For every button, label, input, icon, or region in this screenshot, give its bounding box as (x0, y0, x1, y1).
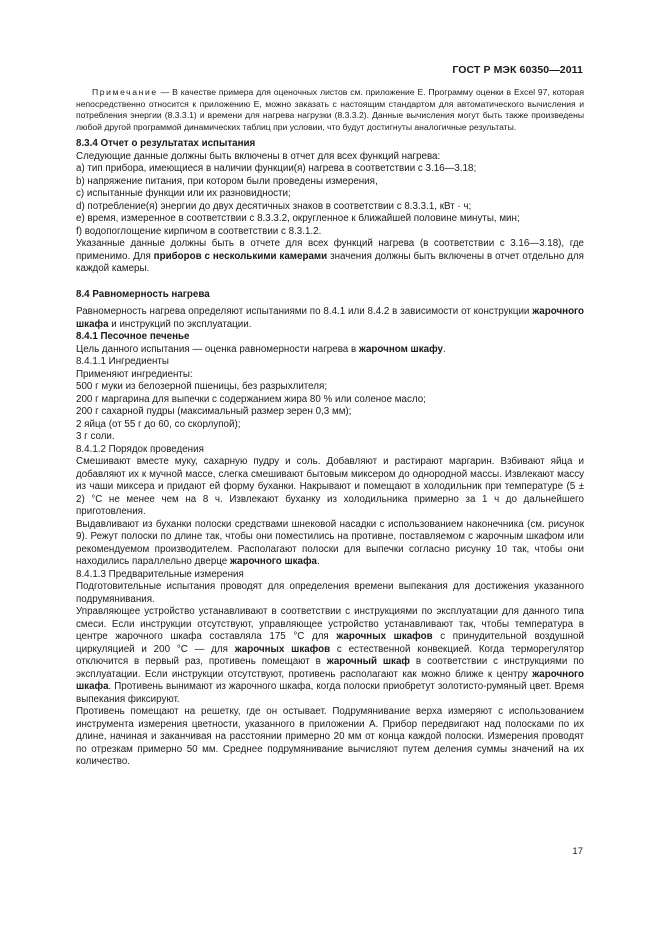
control-paragraph (76, 606, 584, 706)
control-text: с естественной конвекцией. Когда терморегулятор отключится в первый раз, противень помещают в (76, 643, 584, 667)
heading-8-4-1-2: 8.4.1.2 Порядок проведения (76, 443, 204, 455)
heading-8-4-1-1: 8.4.1.1 Ингредиенты (76, 356, 169, 367)
report-item-f: f) водопоглощение кирпичом в соответствии с 8.3.1.2. (76, 225, 322, 237)
report-item-b: b) напряжение питания, при котором были проведены измерения, (76, 175, 378, 187)
test-goal-text-a: Цель данного испытания — оценка равномерности нагрева в (76, 343, 359, 355)
report-outro (76, 238, 584, 276)
report-intro: Следующие данные должны быть включены в отчет для всех функций нагрева: (76, 150, 441, 162)
control-bold: жарочный шкаф (326, 656, 410, 667)
control-bold: жарочных шкафов (234, 643, 331, 655)
pressing-paragraph (76, 519, 584, 569)
control-bold: жарочных шкафов (336, 631, 433, 642)
control-text: в соответствии с инструкциями по эксплуатации. Если инструкции отсутствуют, противень располагают как можно ближе к центру (76, 656, 584, 680)
control-text: Управляющее устройство устанавливают в соответствии с инструкциями по эксплуатации для данного типа смеси. Если инструкции отсутствуют, управляющее устройство устанавливают так, чтобы температура в центре жарочного шкафа составляла 175 °С для (76, 606, 584, 642)
preliminary-paragraph: Подготовительные испытания проводят для определения времени выпекания для достижения указанного подрумянивания. (76, 581, 584, 605)
measurement-paragraph: Противень помещают на решетку, где он остывает. Подрумянивание верха измеряют с использованием инструмента измерения цветности, указанного в приложении А. Прибор передвигают над полосками по их длине, начиная и заканчивая на расстоянии примерно 20 мм от конца каждой полоски. Измерения проводят по отрезкам примерно 50 мм. Среднее подрумянивание вычисляют путем деления суммы значений на их количество. (76, 706, 584, 767)
test-goal (76, 344, 584, 357)
uniformity-text-b: и инструкций по эксплуатации. (108, 318, 252, 330)
mixing-paragraph: Смешивают вместе муку, сахарную пудру и соль. Добавляют и растирают маргарин. Взбивают яйца и добавляют их к мучной массе, слегка смешивают бытовым миксером до однородной массы. Извлекают массу из чаши миксера и придают ей форму буханки. Накрывают и помещают в холодильник при температуре (5 ± 2) °С не менее чем на 8 ч. Извлекают буханку из холодильника примерно за 1 ч до дальнейшего приготовления. (76, 456, 584, 517)
heading-8-4: 8.4 Равномерность нагрева (76, 288, 210, 300)
report-item-e: e) время, измеренное в соответствии с 8.3.3.2, округленное к ближайшей половине минуты, мин; (76, 213, 520, 224)
heading-8-4-1: 8.4.1 Песочное печенье (76, 331, 190, 342)
report-outro-text-a: Указанные данные должны быть в отчете для всех функций нагрева (в соответствии с 3.16—3.18), где применимо. Для (76, 238, 584, 262)
pressing-text-a: Выдавливают из буханки полоски средствами шнековой насадки с использованием наконечника (см. рисунок 9). Режут полоски по длине так, чтобы они поместились на противне, поставляемом с жарочным шкафом или рекомендуемом производителем. Располагают полоски для выпечки согласно рисунку 10 так, чтобы они находились параллельно дверце (76, 518, 584, 567)
test-goal-bold: жарочном шкафу (358, 343, 443, 355)
test-goal-text-b: . (442, 343, 446, 355)
ingredient-item: 200 г маргарина для выпечки с содержанием жира 80 % или соленое масло; (76, 393, 426, 405)
uniformity-paragraph (76, 306, 584, 331)
standard-code: ГОСТ Р МЭК 60350—2011 (452, 64, 583, 76)
ingredients-intro: Применяют ингредиенты: (76, 368, 193, 380)
control-text: . Противень вынимают из жарочного шкафа, когда полоски приобретут золотисто-румяный цвет. Время выпекания фиксируют. (76, 681, 584, 705)
ingredient-item: 2 яйца (от 55 г до 60, со скорлупой); (76, 418, 241, 430)
page-content (76, 87, 584, 769)
uniformity-bold: жарочного шкафа (76, 306, 584, 330)
ingredient-item: 500 г муки из белозерной пшеницы, без разрыхлителя; (76, 381, 328, 392)
report-item-c: c) испытанные функции или их разновидности; (76, 188, 291, 199)
report-item-d: d) потребление(я) энергии до двух десятичных знаков в соответствии с 8.3.3.1, кВт · ч; (76, 200, 472, 212)
pressing-bold: жарочного шкафа (229, 556, 318, 567)
uniformity-text-a: Равномерность нагрева определяют испытаниями по 8.4.1 или 8.4.2 в зависимости от конструкции (76, 306, 533, 317)
ingredient-item: 3 г соли. (76, 431, 115, 442)
report-item-a: a) тип прибора, имеющиеся в наличии функции(я) нагрева в соответствии с 3.16—3.18; (76, 163, 477, 174)
report-outro-bold: приборов с несколькими камерами (153, 250, 328, 262)
control-text: с принудительной воздушной циркуляцией и 200 °С — для (76, 631, 584, 655)
heading-8-3-4: 8.3.4 Отчет о результатах испытания (76, 138, 256, 149)
control-bold: жарочного шкафа (76, 668, 584, 692)
pressing-text-b: . (317, 556, 320, 567)
note-paragraph (76, 87, 584, 133)
report-outro-text-b: значения должны быть включены в отчет отдельно для каждой камеры. (76, 250, 584, 274)
heading-8-4-1-3: 8.4.1.3 Предварительные измерения (76, 568, 244, 580)
note-label: Примечание (92, 87, 158, 97)
page-number: 17 (572, 846, 583, 857)
note-text: — В качестве примера для оценочных листов см. приложение Е. Программу оценки в Excel 97, которая непосредственно относится к приложению Е, можно заказать с настоящим стандартом для автоматического вычисления и потребления энергии (8.3.3.1) и времени для нагрева нагрузки (8.3.3.2). Данные вычисления могут быть также произведены любой другой программой динамических таблиц при условии, что будут достигнуты аналогичные результаты. (76, 87, 584, 132)
ingredient-item: 200 г сахарной пудры (максимальный размер зерен 0,3 мм); (76, 406, 352, 417)
